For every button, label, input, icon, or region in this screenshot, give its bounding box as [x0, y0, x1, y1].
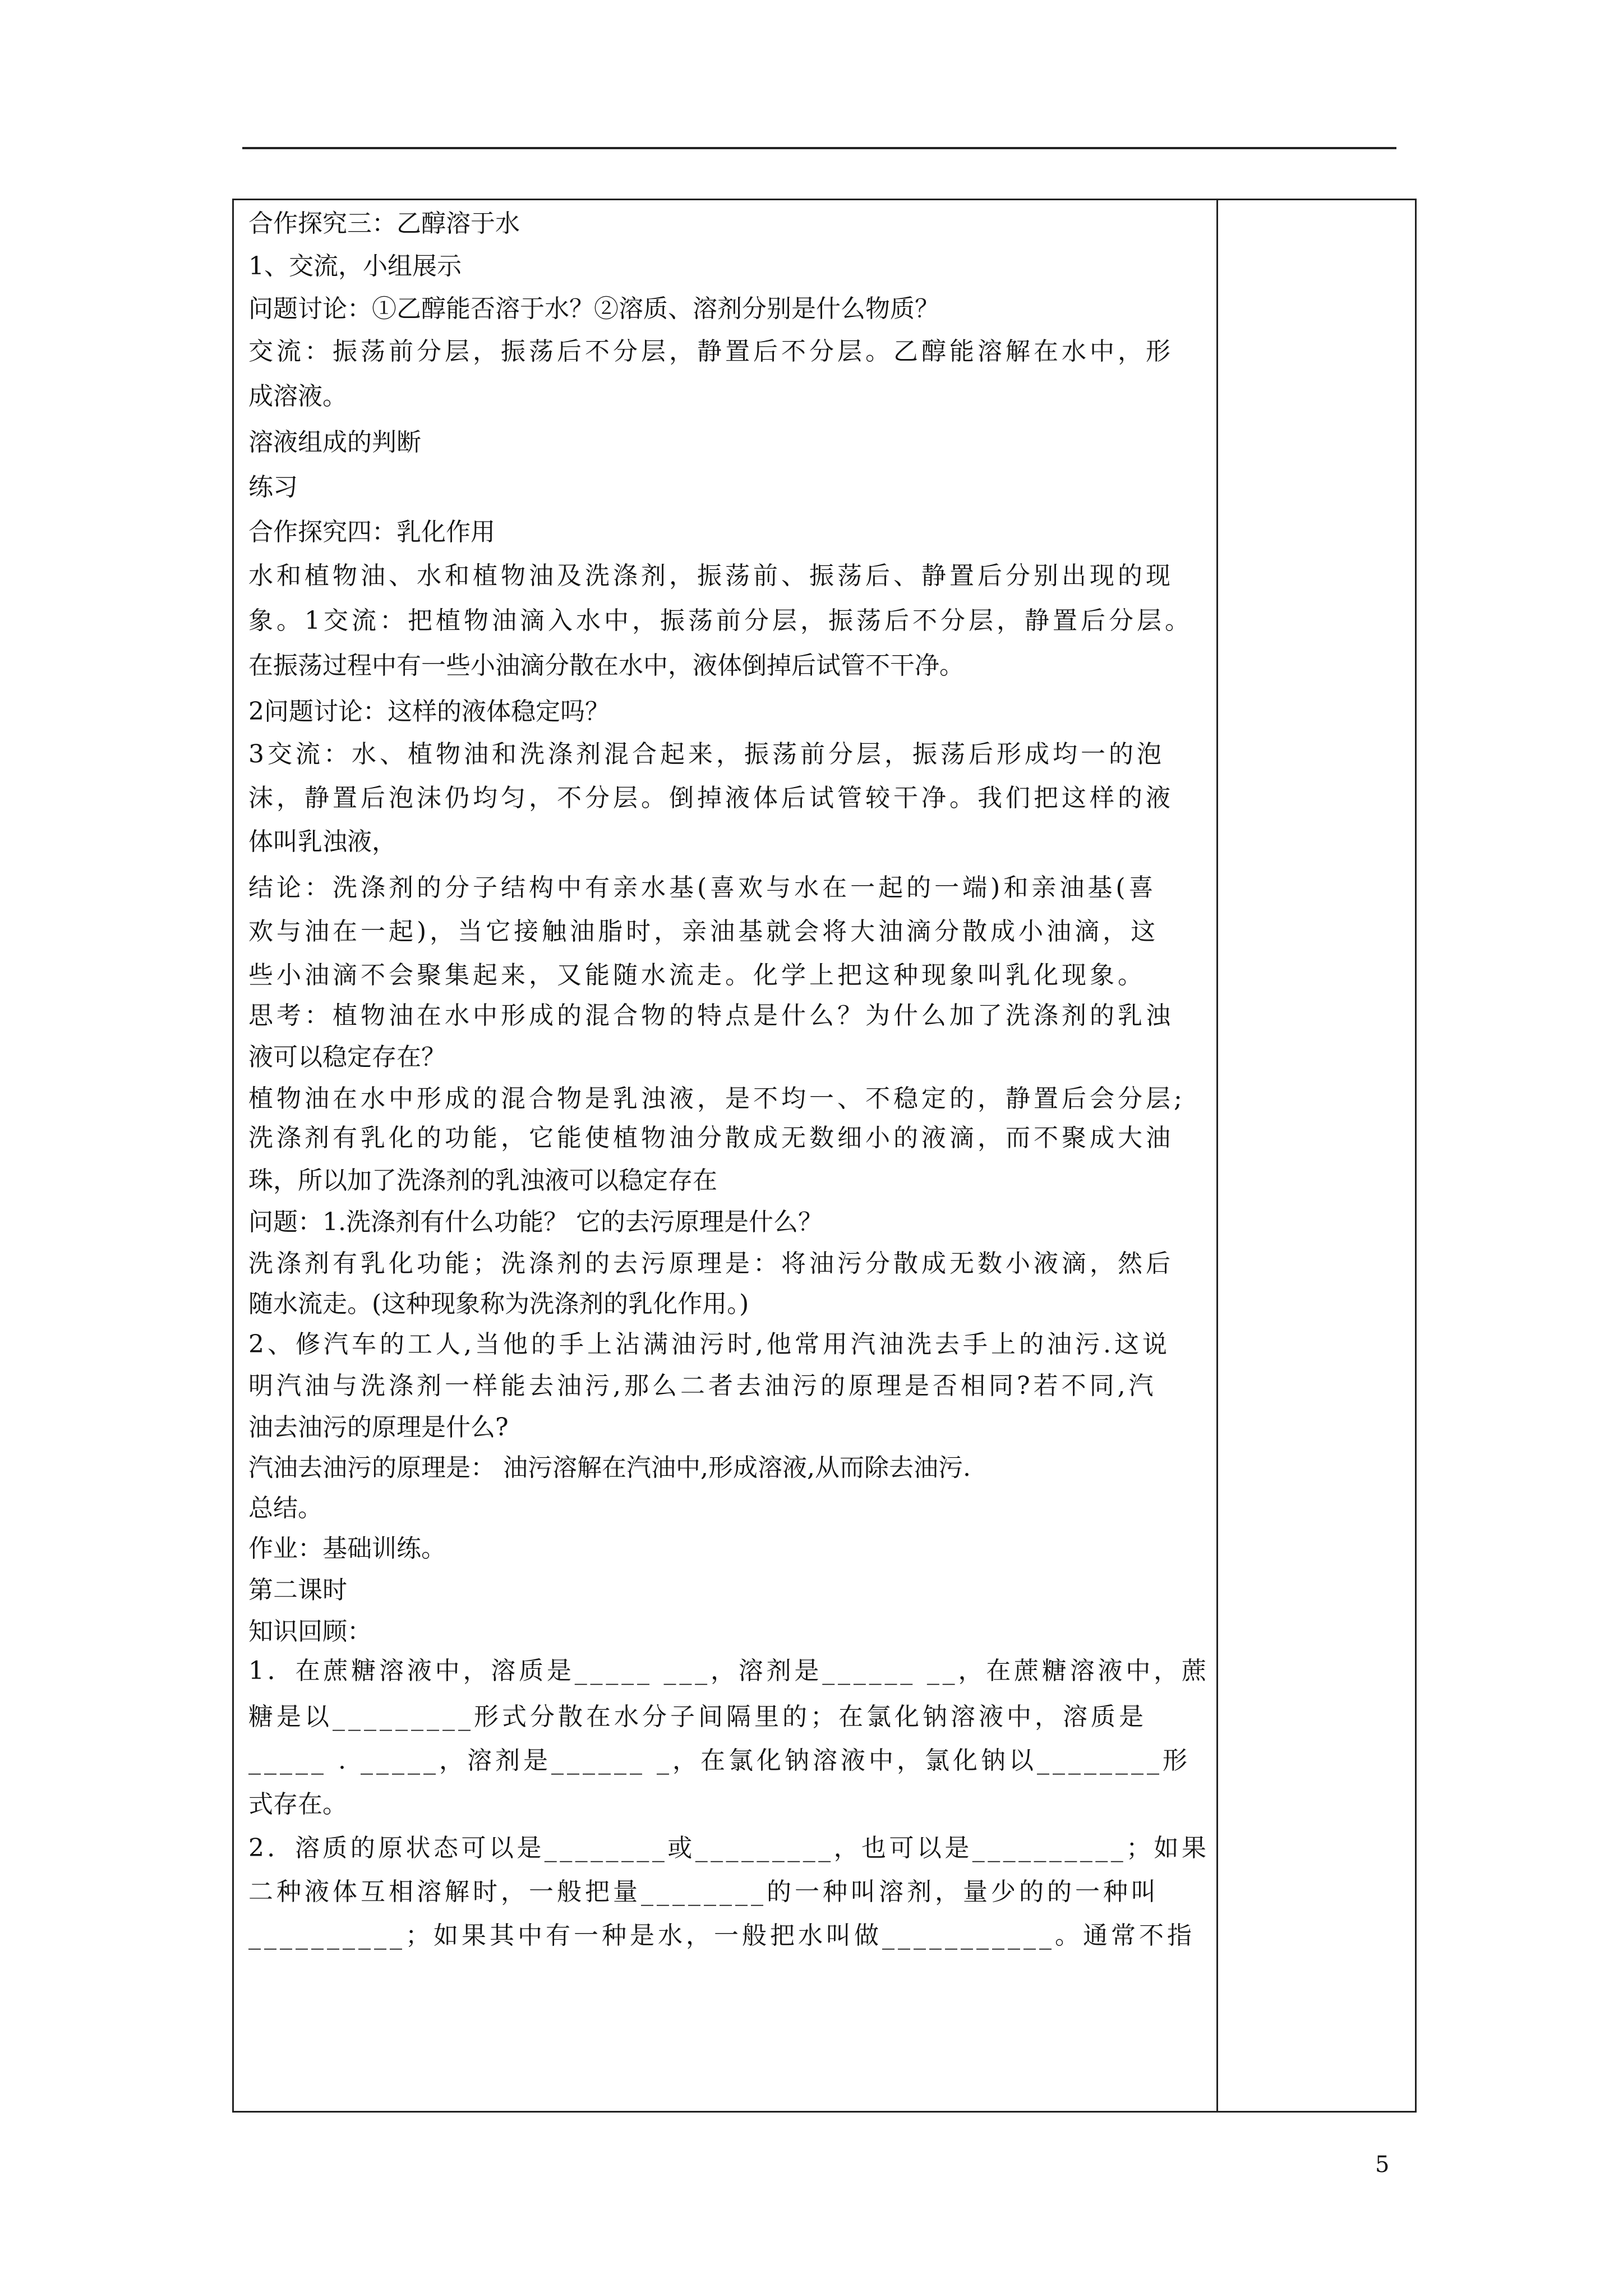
text-line: 体叫乳浊液， — [248, 827, 396, 856]
content-table — [232, 199, 1417, 2113]
text-line: 2、修汽车的工人,当他的手上沾满油污时,他常用汽油洗去手上的油污.这说 — [248, 1330, 1170, 1359]
text-line: 知识回顾： — [248, 1617, 372, 1646]
text-line: 合作探究四：乳化作用 — [248, 518, 495, 546]
text-line: 思考：植物油在水中形成的混合物的特点是什么？为什么加了洗涤剂的乳浊 — [248, 1001, 1174, 1030]
text-line: 液可以稳定存在？ — [248, 1043, 446, 1071]
text-line: 珠，所以加了洗涤剂的乳浊液可以稳定存在 — [248, 1166, 717, 1195]
text-line: 总结。 — [248, 1494, 322, 1522]
text-line: 问题：1.洗涤剂有什么功能？ 它的去污原理是什么？ — [248, 1208, 823, 1236]
text-line: 植物油在水中形成的混合物是乳浊液，是不均一、不稳定的，静置后会分层; — [248, 1084, 1186, 1113]
text-line: 问题讨论：①乙醇能否溶于水？②溶质、溶剂分别是什么物质？ — [248, 295, 939, 323]
text-line: 象。1交流：把植物油滴入水中，振荡前分层，振荡后不分层，静置后分层。 — [248, 606, 1193, 635]
text-line: 洗涤剂有乳化的功能，它能使植物油分散成无数细小的液滴，而不聚成大油 — [248, 1124, 1174, 1152]
text-line: 欢与油在一起)，当它接触油脂时，亲油基就会将大油滴分散成小油滴，这 — [248, 917, 1159, 946]
text-line: 些小油滴不会聚集起来，又能随水流走。化学上把这种现象叫乳化现象。 — [248, 961, 1146, 990]
text-line: 作业：基础训练。 — [248, 1534, 446, 1563]
text-line: 糖是以_________形式分散在水分子间隔里的；在氯化钠溶液中，溶质是 — [248, 1703, 1147, 1731]
text-line: 合作探究三：乙醇溶于水 — [248, 209, 520, 238]
text-line: 油去油污的原理是什么? — [248, 1413, 509, 1442]
text-line: 2问题讨论：这样的液体稳定吗？ — [248, 697, 610, 726]
text-line: 交流：振荡前分层，振荡后不分层，静置后不分层。乙醇能溶解在水中，形 — [248, 337, 1174, 366]
text-line: 在振荡过程中有一些小油滴分散在水中，液体倒掉后试管不干净。 — [248, 651, 964, 680]
text-line: 结论：洗涤剂的分子结构中有亲水基(喜欢与水在一起的一端)和亲油基(喜 — [248, 873, 1157, 902]
header-rule — [242, 147, 1396, 149]
page-number: 5 — [1375, 2152, 1390, 2178]
text-line: 沫，静置后泡沫仍均匀，不分层。倒掉液体后试管较干净。我们把这样的液 — [248, 784, 1174, 812]
text-line: 1、交流，小组展示 — [248, 252, 462, 280]
text-line: 成溶液。 — [248, 382, 347, 411]
text-line: 二种液体互相溶解时，一般把量________的一种叫溶剂，量少的的一种叫 — [248, 1878, 1159, 1906]
text-line: 3交流：水、植物油和洗涤剂混合起来，振荡前分层，振荡后形成均一的泡 — [248, 740, 1165, 769]
text-line: 练习 — [248, 473, 298, 501]
text-line: 式存在。 — [248, 1790, 347, 1819]
text-line: 随水流走。(这种现象称为洗涤剂的乳化作用。) — [248, 1290, 749, 1318]
text-line: _____ . _____，溶剂是______ _，在氯化钠溶液中，氯化钠以________形 — [248, 1746, 1191, 1775]
text-line: 2．溶质的原状态可以是________或_________，也可以是__________；如果 — [248, 1834, 1210, 1862]
column-divider — [1216, 200, 1218, 2111]
text-line: 第二课时 — [248, 1576, 347, 1604]
text-line: 明汽油与洗涤剂一样能去油污,那么二者去油污的原理是否相同?若不同,汽 — [248, 1372, 1157, 1400]
text-line: __________；如果其中有一种是水，一般把水叫做___________。通常不指 — [248, 1921, 1195, 1950]
text-line: 水和植物油、水和植物油及洗涤剂，振荡前、振荡后、静置后分别出现的现 — [248, 562, 1174, 590]
text-line: 溶液组成的判断 — [248, 428, 421, 457]
text-line: 洗涤剂有乳化功能；洗涤剂的去污原理是：将油污分散成无数小液滴，然后 — [248, 1249, 1174, 1278]
text-line: 汽油去油污的原理是： 油污溶解在汽油中,形成溶液,从而除去油污. — [248, 1453, 971, 1482]
text-line: 1．在蔗糖溶液中，溶质是_____ ___，溶剂是______ __，在蔗糖溶液中，蔗 — [248, 1657, 1210, 1685]
